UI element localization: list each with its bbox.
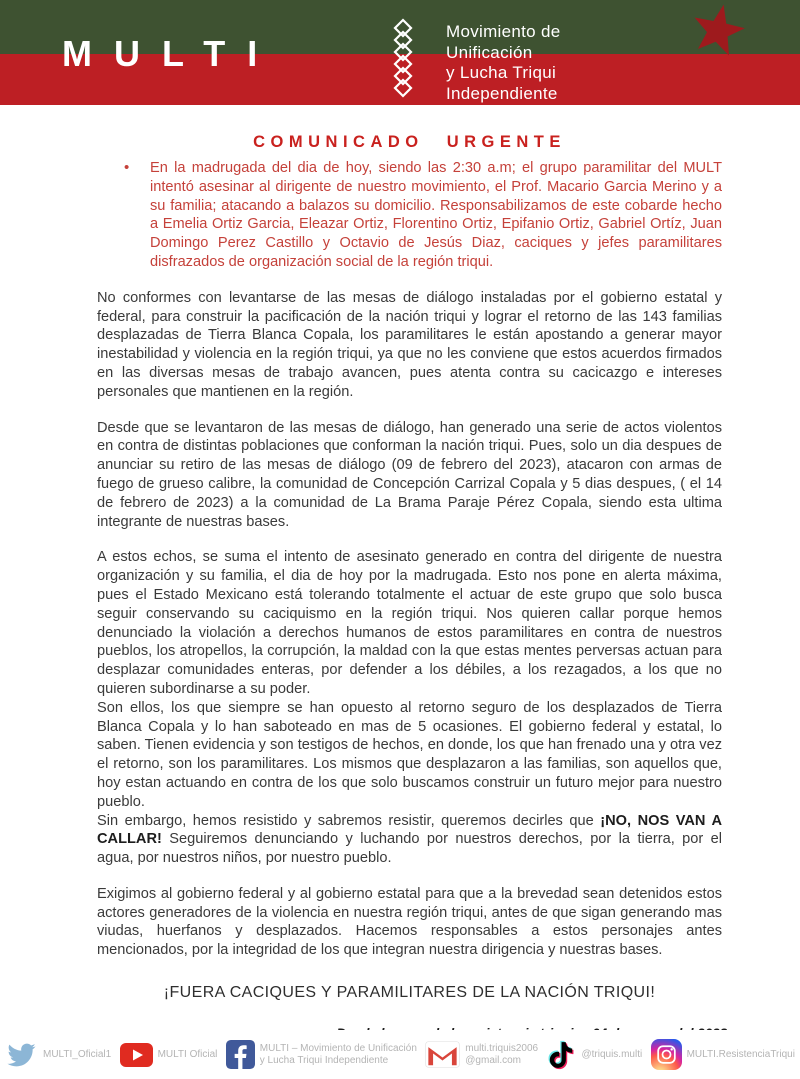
tiktok-icon (546, 1037, 576, 1073)
social-handle-gmail-line2: @gmail.com (465, 1054, 521, 1066)
paragraph-dialogue-tables: No conformes con levantarse de las mesas de diálogo instaladas por el gobierno estatal y federal, para construir la pacificación de la nación triqui y lograr el retorno de las 143 familias desplazadas de Tierra Blanca Copala, los paramilitares le están apostando a generar mayor inestabilidad y violencia en la región triqui, ya que no les conviene que estos acuerdos firmados en las diversas mesas de trabajo avancen, pues atenta contra su cacicazgo e intereses personales que mantienen en la región. (97, 289, 722, 400)
page-title: COMUNICADO URGENTE (253, 133, 566, 151)
social-link-gmail[interactable] (425, 1041, 538, 1068)
document-body (0, 133, 800, 1002)
paragraph-demand: Exigimos al gobierno federal y al gobierno estatal para que a la brevedad sean detenidos estos actores generadores de la violencia en nuestra región triqui, antes de que sigan generando mas viudas, huerfanos y desplazados. Hacemos responsables a estos personajes antes mencionados, por la integridad de los que integran nuestra dirigencia y nuestras bases. (97, 885, 722, 959)
social-handle-facebook-line2: y Lucha Triqui Independiente (259, 1054, 389, 1066)
org-name-line: y Lucha Triqui (446, 63, 557, 82)
social-handle-gmail-line1: multi.triquis2006 (465, 1042, 539, 1054)
facebook-icon (226, 1040, 255, 1069)
paragraph-resistance-pre: Sin embargo, hemos resistido y sabremos resistir, queremos decirles que (97, 812, 601, 829)
brand-wordmark: MULTI (62, 33, 280, 74)
social-handle-facebook (260, 1043, 417, 1067)
masthead (0, 0, 800, 105)
twitter-icon (5, 1041, 38, 1069)
youtube-icon (120, 1043, 153, 1067)
org-name-line: Movimiento de (446, 22, 561, 41)
social-link-facebook[interactable] (226, 1040, 417, 1069)
diamond-chain-icon (390, 18, 416, 98)
red-star-icon (678, 2, 758, 60)
alert-paragraph: En la madrugada del dia de hoy, siendo las 2:30 a.m; el grupo paramilitar del MULT intentó asesinar al dirigente de nuestro movimiento, el Prof. Macario Garcia Merino y a su familia; atacando a balazos su domicilio. Responsabilizamos de este cobarde hecho a Emelia Ortiz Garcia, Eleazar Ortiz, Florentino Ortiz, Epifanio Ortiz, Gabriel Ortíz, Juan Domingo Perez Castillo y Octavio de Jesús Diaz, caciques y jefes paramilitares disfrazados de organización social de la región triqui. (150, 160, 722, 270)
gmail-icon (425, 1041, 460, 1068)
social-link-twitter[interactable] (5, 1041, 111, 1069)
paragraph-resistance (97, 812, 722, 868)
social-handle-instagram: MULTI.ResistenciaTriqui (686, 1048, 795, 1060)
org-name-line: Independiente (446, 83, 558, 103)
paragraph-resistance-emphasis: ¡NO, NOS VAN A CALLAR! (97, 812, 722, 848)
bullet-icon: • (124, 159, 130, 176)
org-name (446, 22, 560, 104)
urgent-bullet-item (97, 159, 722, 272)
paragraph-violent-acts: Desde que se levantaron de las mesas de diálogo, han generado una serie de actos violentos en contra de distintas poblaciones que conforman la nación triqui. Pues, solo un dia despues de anunciar su retiro de las mesas de diálogo (09 de febrero del 2023), atacaron con armas de fuego de grueso calibre, la comunidad de Concepción Carrizal Copala y 5 dias despues, ( el 14 de febrero de 2023) a la comunidad de La Brama Paraje Pérez Copala, siendo esta ultima integrante de nuestras bases. (97, 419, 722, 530)
social-footer (0, 1030, 800, 1079)
instagram-icon (651, 1039, 682, 1070)
social-handle-tiktok: @triquis.multi (581, 1048, 643, 1060)
social-handle-youtube: MULTI Oficial (157, 1048, 218, 1060)
social-link-tiktok[interactable] (546, 1037, 642, 1073)
social-link-instagram[interactable] (651, 1039, 795, 1070)
org-name-line: Unificación (446, 42, 533, 62)
social-handle-twitter: MULTI_Oficial1 (43, 1048, 112, 1060)
slogan: ¡FUERA CACIQUES Y PARAMILITARES DE LA NACIÓN TRIQUI! (163, 984, 656, 1002)
paragraph-resistance-post: Seguiremos denunciando y luchando por nuestros derechos, por la tierra, por el agua, por nuestros niños, por nuestro pueblo. (97, 831, 722, 867)
paragraph-saboteurs: Son ellos, los que siempre se han opuesto al retorno seguro de los desplazados de Tierra Blanca Copala y lo han saboteado en mas de 5 ocasiones. El gobierno federal y estatal, lo saben. Tienen evidencia y son testigos de hechos, en donde, los que han frenado una y otra vez el retorno, son los paramilitares. Los mismos que desplazaron a las familias, son aquellos que, hoy estan actuando en contra de los que solo buscamos construir un futuro mejor para nuestro pueblo. (97, 699, 722, 810)
social-handle-gmail (465, 1043, 538, 1067)
social-handle-facebook-line1: MULTI – Movimiento de Unificación (259, 1042, 417, 1054)
paragraph-assassination-attempt: A estos echos, se suma el intento de asesinato generado en contra del dirigente de nuestra organización y su familia, el dia de hoy por la madrugada. Esto nos pone en alerta máxima, pues el Estado Mexicano está tolerando totalmente el actuar de este grupo que solo busca seguir conservando su caciquismo en la región triqui. Nos quieren callar porque hemos denunciado la violación a derechos humanos de estos paramilitares en contra de nuestros pueblos, los atropellos, la corrupción, la maldad con la que estas mentes perversas actuan para desplazar comunidades enteras, por defender a los débiles, a los rezagados, a los que no quieren subordinarse a su poder. (97, 549, 722, 697)
social-link-youtube[interactable] (120, 1043, 218, 1067)
